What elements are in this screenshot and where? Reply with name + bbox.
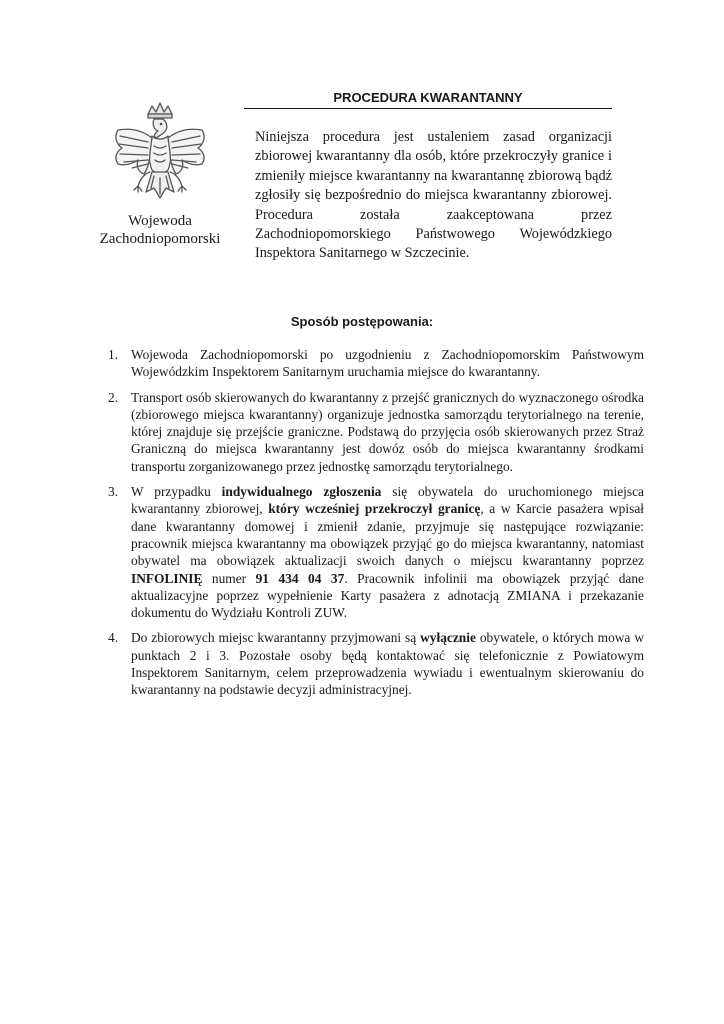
emblem-caption xyxy=(98,212,222,248)
step-number: 1. xyxy=(108,347,119,362)
step-text-part: Do zbiorowych miejsc kwarantanny przyjmowani są xyxy=(131,630,421,646)
section-title: Sposób postępowania: xyxy=(290,314,434,329)
bold-phrase: który wcześniej przekroczył granicę xyxy=(268,501,481,517)
list-item xyxy=(108,346,644,381)
list-item xyxy=(108,483,644,621)
step-number: 2. xyxy=(108,389,119,405)
step-text xyxy=(131,483,644,621)
bold-phrase: indywidualnego zgłoszenia xyxy=(221,484,382,500)
phone-number: 91 434 04 37 xyxy=(255,570,345,586)
step-text-part: , a w Karcie pasażera wpisał dane kwarantanny domowej i zmienił zdanie, przyjmuje się następujące rozwiązanie: pracownik miejsca kwarantanny ma obowiązek przyjąć go do miejsca kwarantanny, natomiast obywatel ma obowiązek aktualizacji swoich danych o miejscu kwarantanny poprzez xyxy=(131,501,644,569)
infoline-label: INFOLINIĘ xyxy=(131,570,203,586)
emblem-block xyxy=(98,100,222,256)
step-text: Transport osób skierowanych do kwarantanny z przejść granicznych do wyznaczonego ośrodka (zbiorowego miejsca kwarantanny) organizuje jednostka samorządu terytorialnego na terenie, której znajduje się przejście graniczne. Podstawą do przyjęcia osób skierowanych przez Straż Graniczną do miejsca kwarantanny jest dowóz osób do miejsca kwarantanny środkami transportu zorganizowanego przez jednostkę samorządu terytorialnego. xyxy=(131,389,644,474)
eagle-emblem-icon xyxy=(98,100,222,214)
step-number: 3. xyxy=(108,484,119,500)
document-title: PROCEDURA KWARANTANNY xyxy=(244,90,612,109)
step-text-part: W przypadku xyxy=(131,484,222,500)
step-text-part: numer xyxy=(202,570,256,586)
step-text xyxy=(131,629,644,698)
list-item xyxy=(108,629,644,698)
emblem-caption-line1: Wojewoda xyxy=(128,213,192,229)
step-text: Wojewoda Zachodniopomorski po uzgodnieniu z Zachodniopomorskim Państwowym Wojewódzkim Inspektorem Sanitarnym uruchamia miejsce do kwarantanny. xyxy=(131,347,644,380)
bold-phrase: wyłącznie xyxy=(420,630,476,646)
step-number: 4. xyxy=(108,630,119,646)
emblem-caption-line2: Zachodniopomorski xyxy=(99,231,221,247)
procedure-steps xyxy=(108,346,644,707)
step-text-part: obywatele, o których mowa w punktach 2 i 3. Pozostałe osoby będą kontaktować się telefonicznie z Powiatowym Inspektorem Sanitarnym, celem przeprowadzenia wywiadu i ewentualnym skierowaniu do kwarantanny na podstawie decyzji administracyjnej. xyxy=(131,630,644,698)
intro-paragraph: Niniejsza procedura jest ustaleniem zasad organizacji zbiorowej kwarantanny dla osób, które przekroczyły granice i zmieniły miejsce kwarantanny na kwarantannę zbiorową bądź zgłosiły się bezpośrednio do miejsca kwarantanny zbiorowej. Procedura została zaakceptowana przez Zachodniopomorskiego Państwowego Wojewódzkiego Inspektora Sanitarnego w Szczecinie. xyxy=(255,129,612,262)
step-text-part: . Pracownik infolinii ma obowiązek przyjąć dane aktualizacyjne poprzez wypełnienie Karty pasażera z adnotacją ZMIANA i przekazanie dokumentu do Wydziału Kontroli ZUW. xyxy=(131,570,644,621)
step-text-part: się obywatela do uruchomionego miejsca kwarantanny zbiorowej, xyxy=(131,484,644,517)
list-item xyxy=(108,389,644,475)
